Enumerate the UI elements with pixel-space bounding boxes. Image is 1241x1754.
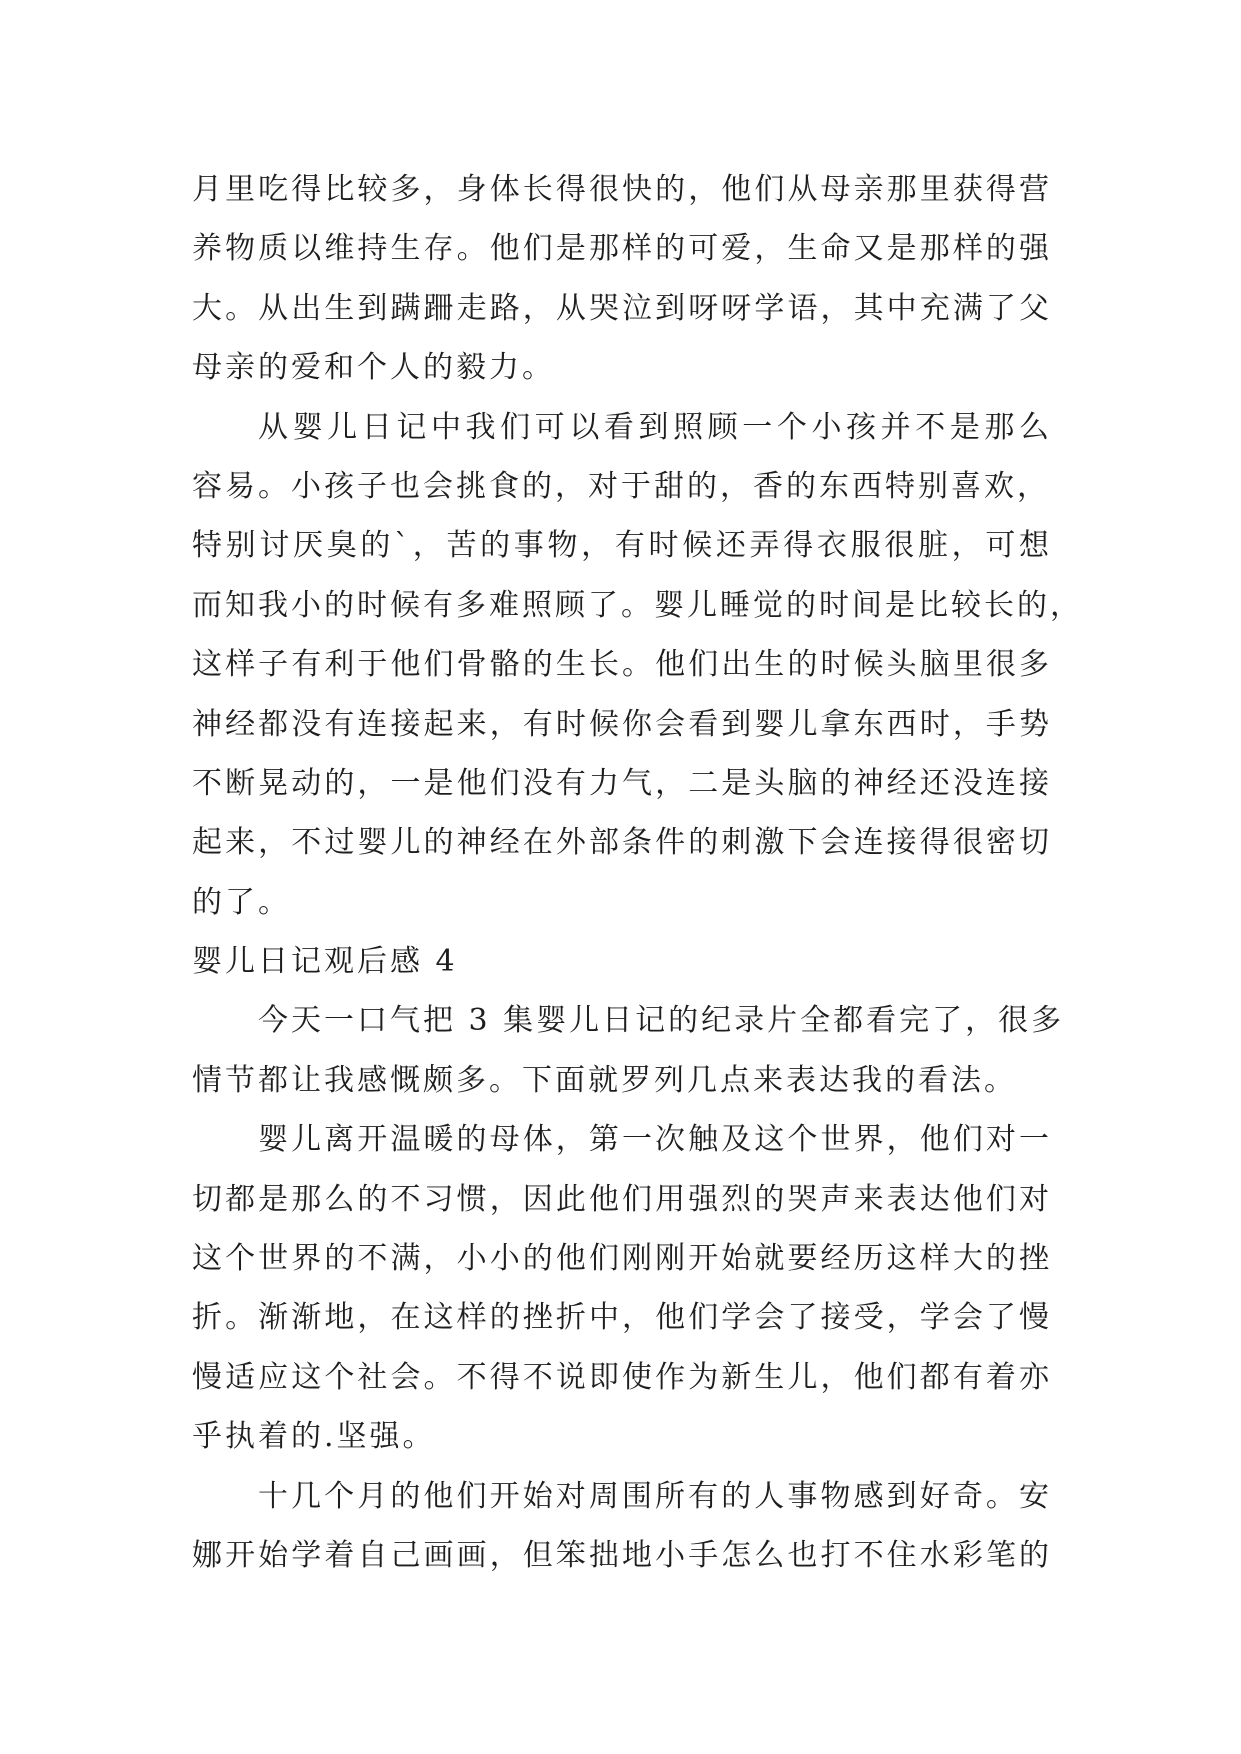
text-line: 这样子有利于他们骨骼的生长。他们出生的时候头脑里很多 [192,647,1052,683]
text-line: 娜开始学着自己画画，但笨拙地小手怎么也打不住水彩笔的 [192,1537,1052,1573]
text-line: 月里吃得比较多，身体长得很快的，他们从母亲那里获得营 [192,172,1052,207]
text-line: 折。渐渐地，在这样的挫折中，他们学会了接受，学会了慢 [192,1300,1052,1336]
text-line: 不断晃动的，一是他们没有力气，二是头脑的神经还没连接 [192,765,1052,801]
text-line: 乎执着的.坚强。 [192,1419,436,1455]
text-line: 这个世界的不满，小小的他们刚刚开始就要经历这样大的挫 [192,1241,1052,1277]
text-line: 大。从出生到蹒跚走路，从哭泣到呀呀学语，其中充满了父 [192,290,1052,326]
text-line: 情节都让我感慨颇多。下面就罗列几点来表达我的看法。 [192,1062,1017,1098]
text-line: 慢适应这个社会。不得不说即使作为新生儿，他们都有着亦 [192,1359,1052,1395]
text-line: 的了。 [192,884,291,920]
text-line: 容易。小孩子也会挑食的，对于甜的，香的东西特别喜欢， [192,468,1050,504]
document-body [192,160,1083,1585]
text-line: 母亲的爱和个人的毅力。 [192,350,555,386]
paragraph [192,991,1065,1110]
text-line: 养物质以维持生存。他们是那样的可爱，生命又是那样的强 [192,231,1052,267]
text-line: 而知我小的时候有多难照顾了。婴儿睡觉的时间是比较长的， [192,587,1083,623]
paragraph [192,1467,1052,1586]
paragraph [192,160,1052,398]
text-line: 神经都没有连接起来，有时候你会看到婴儿拿东西时，手势 [192,706,1052,742]
paragraph [192,1110,1052,1466]
text-line: 起来，不过婴儿的神经在外部条件的刺激下会连接得很密切 [192,825,1052,861]
text-line: 婴儿离开温暖的母体，第一次触及这个世界，他们对一 [258,1122,1052,1158]
text-line: 今天一口气把 3 集婴儿日记的纪录片全都看完了，很多 [258,1003,1065,1039]
text-line: 切都是那么的不习惯，因此他们用强烈的哭声来表达他们对 [192,1181,1052,1217]
text-line: 特别讨厌臭的`，苦的事物，有时候还弄得衣服很脏，可想 [192,528,1052,564]
text-line: 从婴儿日记中我们可以看到照顾一个小孩并不是那么 [258,409,1052,445]
text-line: 十几个月的他们开始对周围所有的人事物感到好奇。安 [258,1478,1052,1514]
paragraph [192,398,1083,933]
section-heading: 婴儿日记观后感 4 [192,944,458,980]
